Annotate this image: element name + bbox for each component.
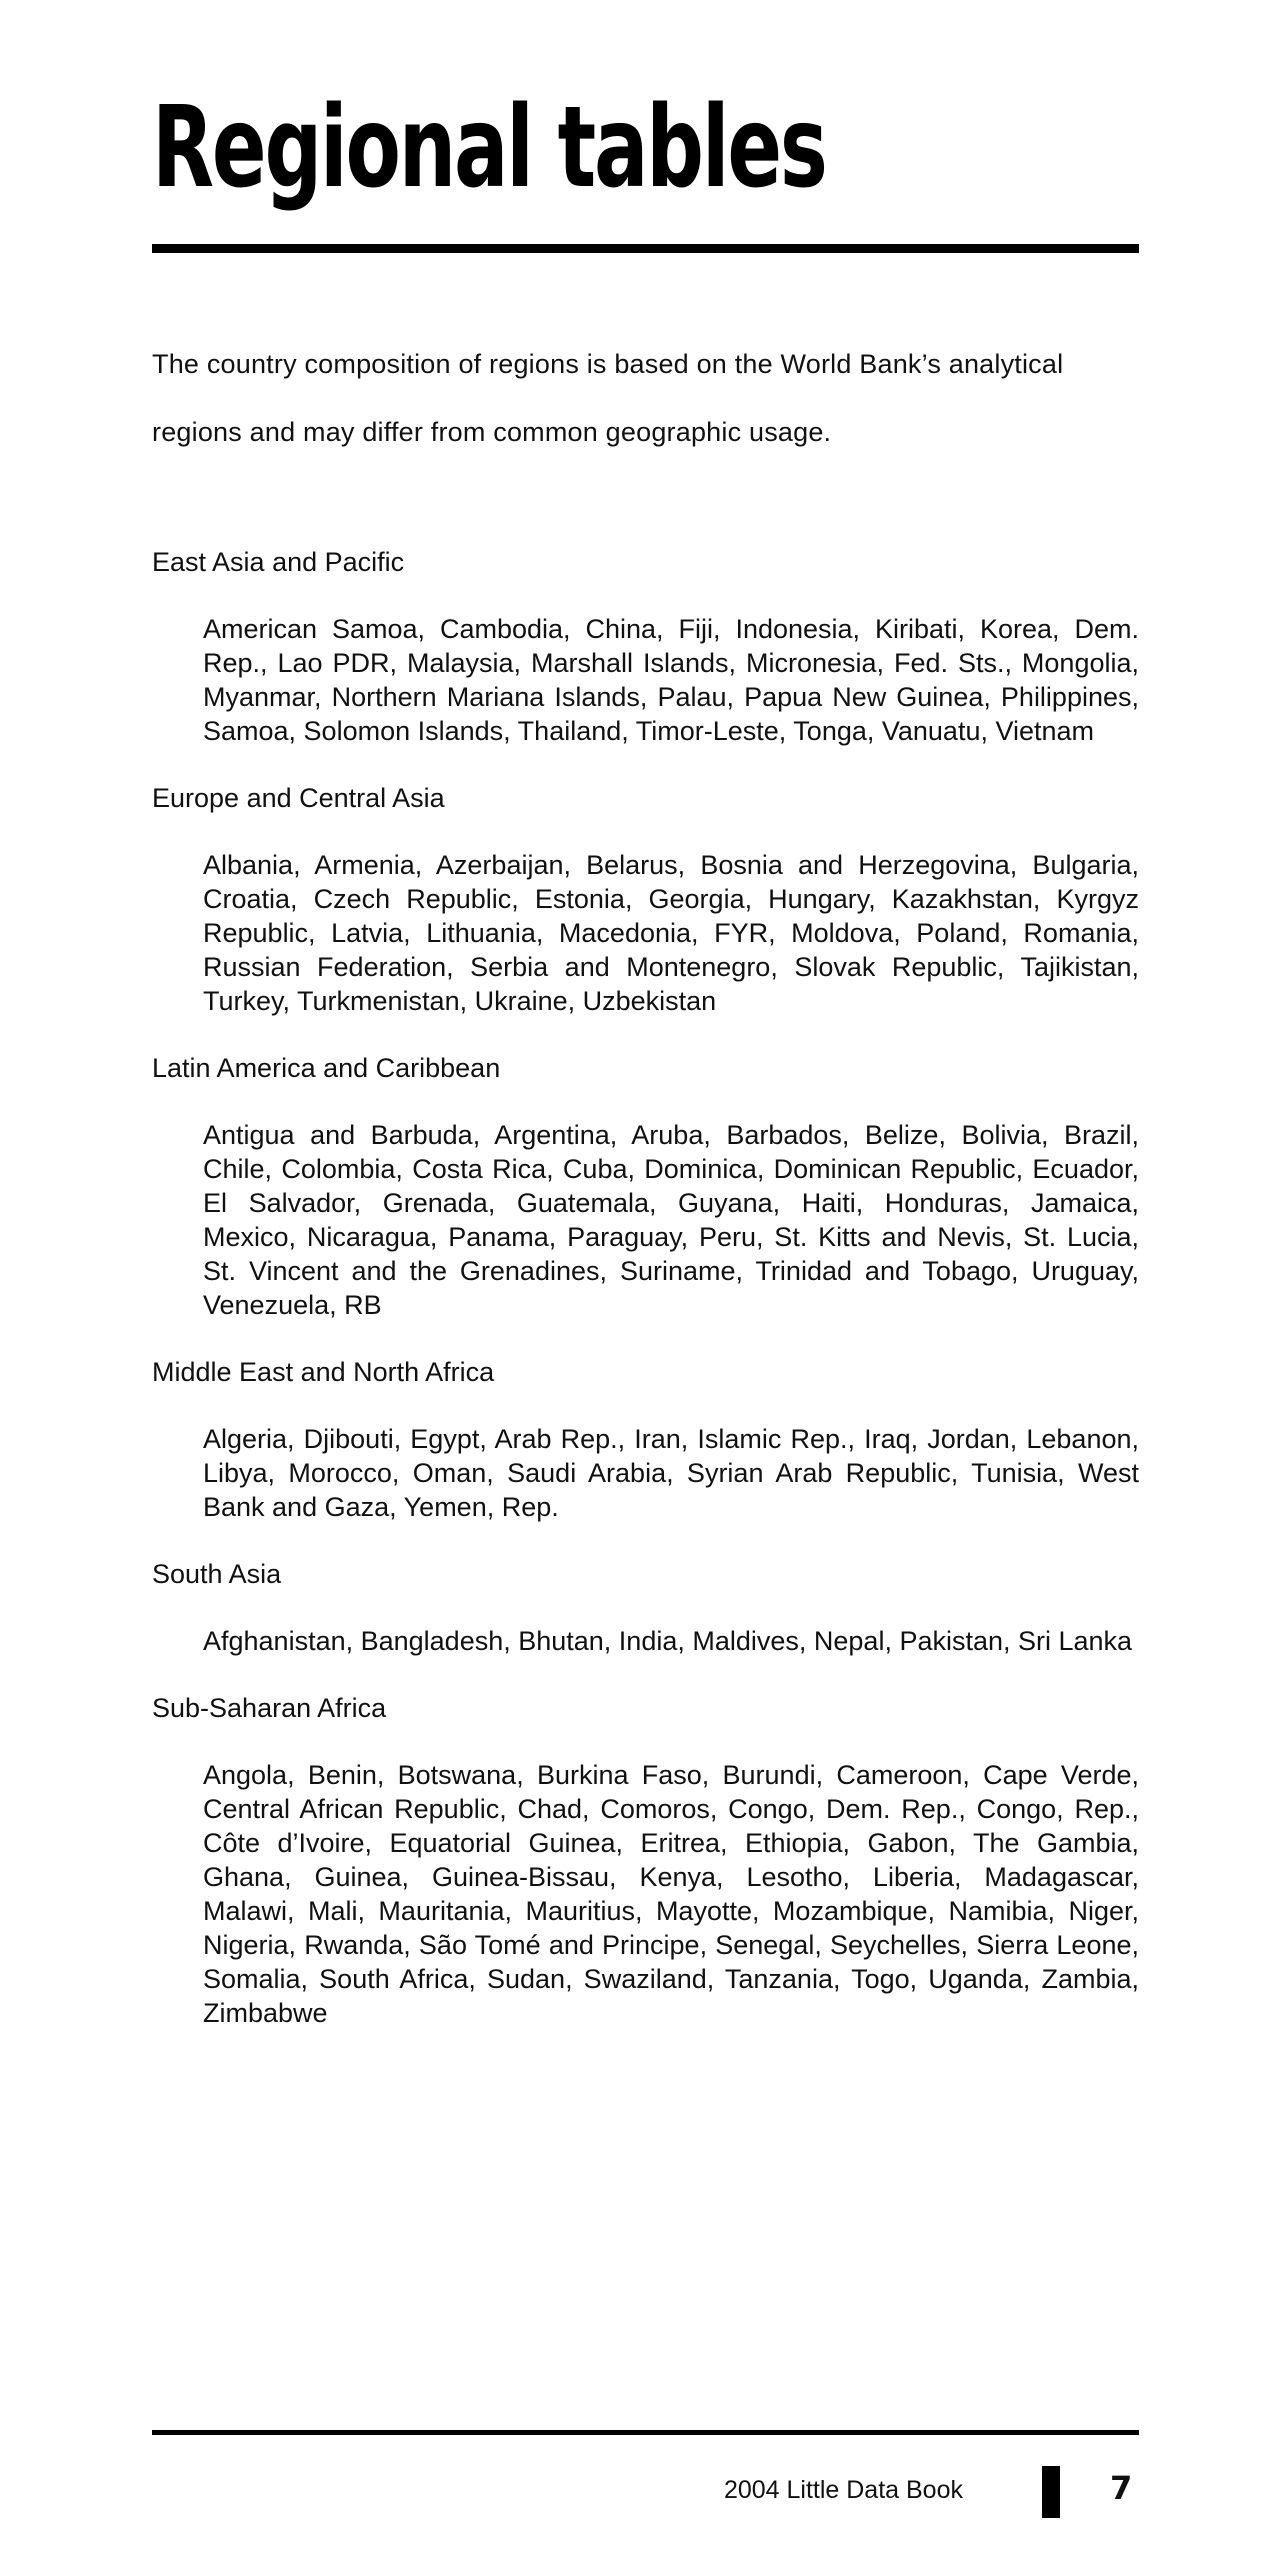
region-countries: Algeria, Djibouti, Egypt, Arab Rep., Iran, Islamic Rep., Iraq, Jordan, Lebanon, Libya, Morocco, Oman, Saudi Arabia, Syrian Arab Republic, Tunisia, West Bank and Gaza, Yemen, Rep. bbox=[203, 1424, 1139, 1522]
footer-book-title: 2004 Little Data Book bbox=[723, 2476, 963, 2504]
region-south-asia bbox=[152, 1557, 1139, 1658]
region-list bbox=[152, 545, 1139, 2063]
page-number: 7 bbox=[1110, 2469, 1133, 2507]
region-countries: Albania, Armenia, Azerbaijan, Belarus, Bosnia and Herzegovina, Bulgaria, Croatia, Czech Republic, Estonia, Georgia, Hungary, Kazakhstan, Kyrgyz Republic, Latvia, Lithuania, Macedonia, FYR, Moldova, Poland, Romania, Russian Federation, Serbia and Montenegro, Slovak Republic, Tajikistan, Turkey, Turkmenistan, Ukraine, Uzbekistan bbox=[203, 850, 1139, 1016]
region-east-asia-pacific bbox=[152, 545, 1139, 748]
region-countries: Antigua and Barbuda, Argentina, Aruba, Barbados, Belize, Bolivia, Brazil, Chile, Colombia, Costa Rica, Cuba, Dominica, Dominican Republic, Ecuador, El Salvador, Grenada, Guatemala, Guyana, Haiti, Honduras, Jamaica, Mexico, Nicaragua, Panama, Paraguay, Peru, St. Kitts and Nevis, St. Lucia, St. Vincent and the Grenadines, Suriname, Trinidad and Tobago, Uruguay, Venezuela, RB bbox=[203, 1120, 1139, 1320]
footer-divider bbox=[152, 2430, 1139, 2435]
region-countries: Afghanistan, Bangladesh, Bhutan, India, Maldives, Nepal, Pakistan, Sri Lanka bbox=[203, 1626, 1133, 1656]
region-middle-east-north-africa bbox=[152, 1355, 1139, 1524]
intro-paragraph: The country composition of regions is based on the World Bank’s analytical regions and may differ from common geographic usage. bbox=[152, 349, 1064, 447]
region-name: Europe and Central Asia bbox=[152, 783, 445, 813]
region-countries: American Samoa, Cambodia, China, Fiji, Indonesia, Kiribati, Korea, Dem. Rep., Lao PDR, Malaysia, Marshall Islands, Micronesia, Fed. Sts., Mongolia, Myanmar, Northern Mariana Islands, Palau, Papua New Guinea, Philippines, Samoa, Solomon Islands, Thailand, Timor-Leste, Tonga, Vanuatu, Vietnam bbox=[203, 614, 1139, 746]
region-name: Middle East and North Africa bbox=[152, 1357, 495, 1387]
region-europe-central-asia bbox=[152, 781, 1139, 1018]
region-countries: Angola, Benin, Botswana, Burkina Faso, Burundi, Cameroon, Cape Verde, Central African Republic, Chad, Comoros, Congo, Dem. Rep., Congo, Rep., Côte d’Ivoire, Equatorial Guinea, Eritrea, Ethiopia, Gabon, The Gambia, Ghana, Guinea, Guinea-Bissau, Kenya, Lesotho, Liberia, Madagascar, Malawi, Mali, Mauritania, Mauritius, Mayotte, Mozambique, Namibia, Niger, Nigeria, Rwanda, São Tomé and Principe, Senegal, Seychelles, Sierra Leone, Somalia, South Africa, Sudan, Swaziland, Tanzania, Togo, Uganda, Zambia, Zimbabwe bbox=[203, 1760, 1139, 2028]
region-name: Sub-Saharan Africa bbox=[152, 1693, 387, 1723]
region-name: East Asia and Pacific bbox=[152, 547, 405, 577]
region-latin-america-caribbean bbox=[152, 1051, 1139, 1322]
region-sub-saharan-africa bbox=[152, 1691, 1139, 2030]
page-title: Regional tables bbox=[152, 83, 826, 213]
region-name: South Asia bbox=[152, 1559, 282, 1589]
region-name: Latin America and Caribbean bbox=[152, 1053, 501, 1083]
title-divider bbox=[152, 244, 1139, 253]
footer-marker-bar bbox=[1042, 2466, 1060, 2518]
